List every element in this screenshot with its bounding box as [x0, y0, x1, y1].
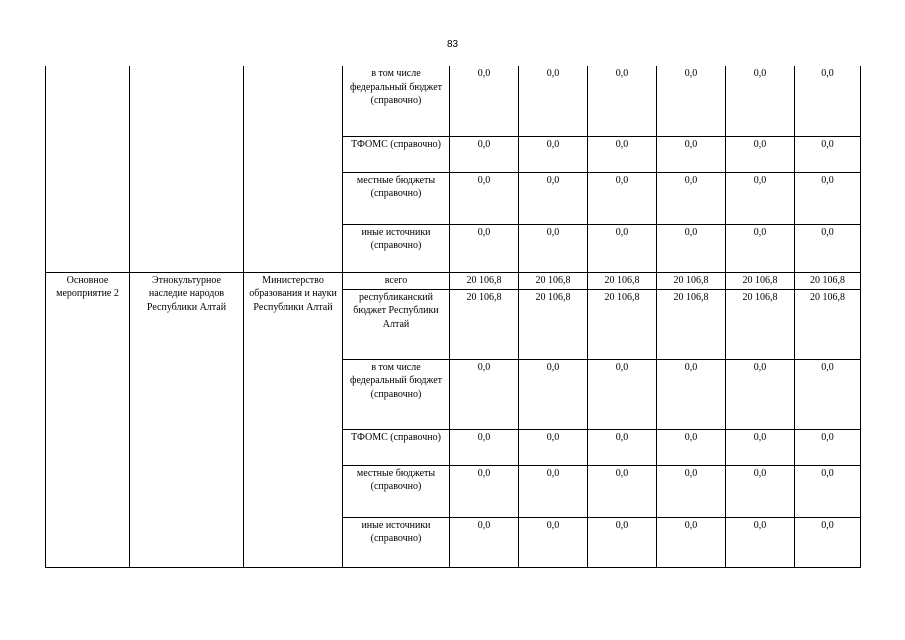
value-cell: 0,0: [657, 359, 726, 429]
source-cell: республиканский бюджет Республики Алтай: [343, 289, 450, 359]
value-cell: 20 106,8: [588, 289, 657, 359]
value-cell: 0,0: [657, 465, 726, 517]
value-cell: 0,0: [795, 359, 861, 429]
name-cell-empty: [130, 66, 244, 272]
value-cell: 0,0: [519, 224, 588, 272]
value-cell: 0,0: [588, 172, 657, 224]
value-cell: 0,0: [726, 359, 795, 429]
value-cell: 0,0: [657, 429, 726, 465]
value-cell: 0,0: [588, 66, 657, 136]
value-cell: 0,0: [795, 224, 861, 272]
value-cell: 0,0: [450, 66, 519, 136]
value-cell: 0,0: [726, 429, 795, 465]
executor-cell: Министерство образования и науки Республики Алтай: [244, 272, 343, 567]
value-cell: 0,0: [519, 465, 588, 517]
source-cell: ТФОМС (справочно): [343, 429, 450, 465]
name-cell: Этнокультурное наследие народов Республики Алтай: [130, 272, 244, 567]
source-cell: в том числе федеральный бюджет (справочно): [343, 359, 450, 429]
source-cell: местные бюджеты (справочно): [343, 465, 450, 517]
source-cell: иные источники (справочно): [343, 517, 450, 567]
value-cell: 20 106,8: [519, 272, 588, 289]
value-cell: 20 106,8: [795, 289, 861, 359]
value-cell: 0,0: [795, 136, 861, 172]
value-cell: 0,0: [588, 465, 657, 517]
value-cell: 0,0: [795, 66, 861, 136]
table-body: [46, 66, 861, 567]
value-cell: 0,0: [450, 517, 519, 567]
value-cell: 0,0: [519, 359, 588, 429]
value-cell: 0,0: [795, 429, 861, 465]
value-cell: 0,0: [726, 136, 795, 172]
page-number: 83: [446, 39, 459, 50]
value-cell: 0,0: [726, 224, 795, 272]
value-cell: 0,0: [657, 66, 726, 136]
table-row: [46, 272, 861, 289]
value-cell: 20 106,8: [726, 289, 795, 359]
value-cell: 0,0: [450, 465, 519, 517]
value-cell: 20 106,8: [726, 272, 795, 289]
value-cell: 0,0: [726, 172, 795, 224]
value-cell: 0,0: [519, 136, 588, 172]
value-cell: 0,0: [450, 136, 519, 172]
value-cell: 20 106,8: [450, 272, 519, 289]
value-cell: 0,0: [519, 172, 588, 224]
source-cell: в том числе федеральный бюджет (справочно): [343, 66, 450, 136]
status-cell-empty: [46, 66, 130, 272]
executor-cell-empty: [244, 66, 343, 272]
value-cell: 20 106,8: [450, 289, 519, 359]
value-cell: 20 106,8: [657, 272, 726, 289]
value-cell: 0,0: [726, 465, 795, 517]
value-cell: 0,0: [450, 172, 519, 224]
value-cell: 20 106,8: [657, 289, 726, 359]
value-cell: 0,0: [657, 172, 726, 224]
status-cell: Основное мероприятие 2: [46, 272, 130, 567]
source-cell: ТФОМС (справочно): [343, 136, 450, 172]
value-cell: 0,0: [657, 136, 726, 172]
table-row: [46, 66, 861, 136]
value-cell: 0,0: [519, 429, 588, 465]
value-cell: 0,0: [450, 429, 519, 465]
source-cell: иные источники (справочно): [343, 224, 450, 272]
funding-table: [45, 66, 861, 568]
value-cell: 0,0: [726, 66, 795, 136]
value-cell: 0,0: [588, 429, 657, 465]
source-cell: местные бюджеты (справочно): [343, 172, 450, 224]
value-cell: 20 106,8: [588, 272, 657, 289]
value-cell: 0,0: [588, 517, 657, 567]
value-cell: 20 106,8: [519, 289, 588, 359]
value-cell: 0,0: [450, 224, 519, 272]
value-cell: 0,0: [519, 517, 588, 567]
value-cell: 0,0: [588, 224, 657, 272]
value-cell: 0,0: [588, 136, 657, 172]
value-cell: 0,0: [657, 224, 726, 272]
value-cell: 0,0: [657, 517, 726, 567]
value-cell: 0,0: [795, 517, 861, 567]
value-cell: 0,0: [588, 359, 657, 429]
value-cell: 0,0: [795, 172, 861, 224]
value-cell: 0,0: [795, 465, 861, 517]
value-cell: 0,0: [450, 359, 519, 429]
source-cell: всего: [343, 272, 450, 289]
value-cell: 0,0: [519, 66, 588, 136]
value-cell: 0,0: [726, 517, 795, 567]
value-cell: 20 106,8: [795, 272, 861, 289]
